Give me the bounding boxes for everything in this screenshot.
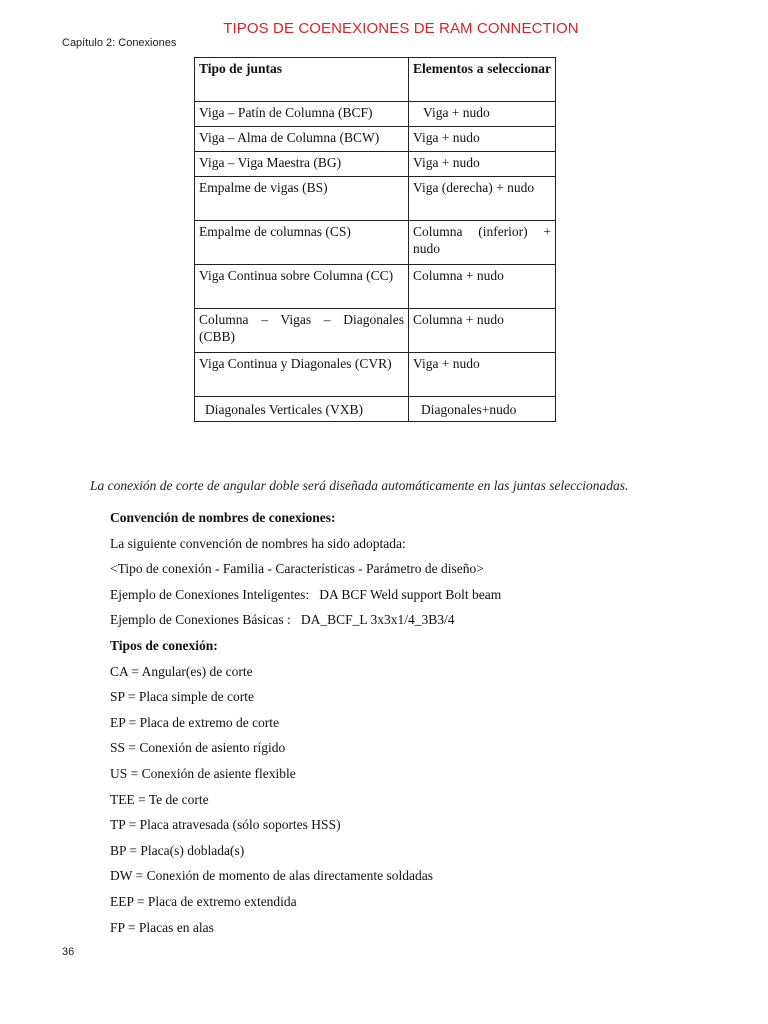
joint-type-cell: Diagonales Verticales (VXB) [195, 397, 409, 422]
types-heading: Tipos de conexión: [110, 637, 218, 653]
joint-type-cell: Columna – Vigas – Diagonales (CBB) [195, 309, 409, 353]
list-item: EEP = Placa de extremo extendida [110, 893, 297, 909]
elements-cell: Viga (derecha) + nudo [409, 177, 556, 221]
list-item: TEE = Te de corte [110, 791, 209, 807]
table-row [195, 221, 556, 265]
convention-line: La siguiente convención de nombres ha sido adoptada: [110, 535, 406, 551]
joint-type-cell: Viga – Alma de Columna (BCW) [195, 127, 409, 152]
list-item: CA = Angular(es) de corte [110, 663, 253, 679]
list-item: SS = Conexión de asiento rígido [110, 740, 286, 756]
table-row [195, 353, 556, 397]
joint-type-cell: Viga Continua sobre Columna (CC) [195, 265, 409, 309]
list-item: TP = Placa atravesada (sólo soportes HSS) [110, 817, 341, 833]
table-header-row [195, 58, 556, 102]
table-row [195, 152, 556, 177]
table-row [195, 127, 556, 152]
elements-cell: Columna + nudo [409, 265, 556, 309]
intro-text: La conexión de corte de angular doble será diseñada automáticamente en las juntas seleccionadas. [90, 478, 629, 493]
header-elements: Elementos a seleccionar [409, 58, 556, 102]
page-number: 36 [62, 946, 75, 958]
connection-conventions [110, 505, 501, 940]
convention-line: Ejemplo de Conexiones Básicas : DA_BCF_L 3x3x1/4_3B3/4 [110, 612, 455, 628]
list-item: US = Conexión de asiente flexible [110, 765, 296, 781]
table-row [195, 309, 556, 353]
elements-cell: Viga + nudo [409, 152, 556, 177]
page-title: TIPOS DE COENEXIONES DE RAM CONNECTION [223, 20, 579, 37]
joint-type-cell: Viga Continua y Diagonales (CVR) [195, 353, 409, 397]
convention-line: <Tipo de conexión - Familia - Características - Parámetro de diseño> [110, 561, 484, 577]
elements-cell: Viga + nudo [409, 353, 556, 397]
elements-cell: Viga + nudo [409, 102, 556, 127]
elements-cell: Diagonales+nudo [409, 397, 556, 422]
convention-line: Ejemplo de Conexiones Inteligentes: DA BCF Weld support Bolt beam [110, 586, 502, 602]
joints-table [194, 57, 556, 422]
list-item: FP = Placas en alas [110, 919, 214, 935]
table-row [195, 102, 556, 127]
list-item: EP = Placa de extremo de corte [110, 714, 280, 730]
table-row [195, 177, 556, 221]
convention-heading: Convención de nombres de conexiones: [110, 510, 336, 525]
list-item: SP = Placa simple de corte [110, 689, 254, 705]
elements-cell: Viga + nudo [409, 127, 556, 152]
joint-type-cell: Empalme de vigas (BS) [195, 177, 409, 221]
joint-type-cell: Viga – Patín de Columna (BCF) [195, 102, 409, 127]
list-item: BP = Placa(s) doblada(s) [110, 842, 245, 858]
joint-type-cell: Viga – Viga Maestra (BG) [195, 152, 409, 177]
elements-cell: Columna (inferior) + nudo [409, 221, 556, 265]
joint-type-cell: Empalme de columnas (CS) [195, 221, 409, 265]
table-row [195, 397, 556, 422]
header-joint-type: Tipo de juntas [195, 58, 409, 102]
chapter-header: Capítulo 2: Conexiones [62, 37, 177, 49]
list-item: DW = Conexión de momento de alas directamente soldadas [110, 868, 434, 884]
table-row [195, 265, 556, 309]
elements-cell: Columna + nudo [409, 309, 556, 353]
